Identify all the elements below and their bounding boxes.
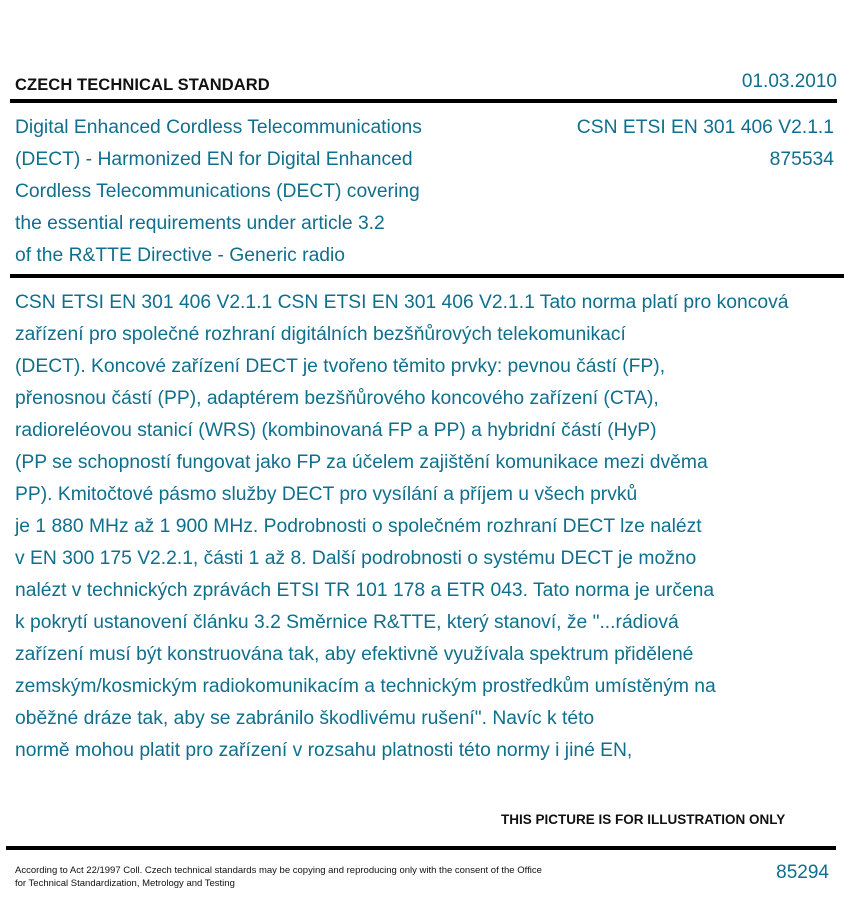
abstract-line: zemským/kosmickým radiokomunikacím a technickým prostředkům umístěným na [15,676,716,697]
abstract-line: přenosnou částí (PP), adaptérem bezšňůrového koncového zařízení (CTA), [15,388,659,409]
abstract-line: oběžné dráze tak, aby se zabránilo škodlivému rušení". Navíc k této [15,708,595,729]
standard-identifier [577,112,834,176]
abstract-line: zařízení musí být konstruována tak, aby efektivně využívala spektrum přidělené [15,644,694,665]
header-divider [10,99,837,103]
abstract-line: je 1 880 MHz až 1 900 MHz. Podrobnosti o společném rozhraní DECT lze nalézt [15,516,702,537]
title-divider [10,274,844,278]
abstract-container [0,287,865,787]
abstract-line: normě mohou platit pro zařízení v rozsahu platnosti této normy i jiné EN, [15,740,633,761]
abstract-line: (DECT). Koncové zařízení DECT je tvořeno těmito prvky: pevnou částí (FP), [15,356,666,377]
catalog-number: 85294 [776,862,829,883]
abstract-line: v EN 300 175 V2.2.1, části 1 až 8. Další podrobnosti o systému DECT je možno [15,548,697,569]
abstract-line: CSN ETSI EN 301 406 V2.1.1 CSN ETSI EN 301 406 V2.1.1 Tato norma platí pro koncová [15,292,789,313]
title-line: (DECT) - Harmonized EN for Digital Enhanced [15,149,413,170]
footer-divider [6,846,836,850]
title-line: of the R&TTE Directive - Generic radio [15,245,346,266]
abstract-line: nalézt v technických zprávách ETSI TR 101 178 a ETR 043. Tato norma je určena [15,580,715,601]
copyright-line: for Technical Standardization, Metrology and Testing [15,878,235,889]
publication-date: 01.03.2010 [741,71,837,92]
copyright-notice [15,864,595,890]
standard-title [15,112,495,272]
copyright-line: According to Act 22/1997 Coll. Czech technical standards may be copying and reproducing only with the consent of the Office [15,865,542,876]
abstract-line: k pokrytí ustanovení článku 3.2 Směrnice R&TTE, který stanoví, že "...rádiová [15,612,679,633]
abstract-text [15,287,788,767]
illustration-disclaimer: THIS PICTURE IS FOR ILLUSTRATION ONLY [501,812,786,827]
abstract-line: zařízení pro společné rozhraní digitálních bezšňůrových telekomunikací [15,324,626,345]
title-line: the essential requirements under article 3.2 [15,213,385,234]
document-type-label: CZECH TECHNICAL STANDARD [15,76,270,94]
abstract-line: PP). Kmitočtové pásmo služby DECT pro vysílání a příjem u všech prvků [15,484,638,505]
title-line: Cordless Telecommunications (DECT) covering [15,181,420,202]
abstract-line: (PP se schopností fungovat jako FP za účelem zajištění komunikace mezi dvěma [15,452,708,473]
title-line: Digital Enhanced Cordless Telecommunications [15,117,422,138]
abstract-line: radioreléovou stanicí (WRS) (kombinovaná FP a PP) a hybridní částí (HyP) [15,420,657,441]
standard-code: CSN ETSI EN 301 406 V2.1.1 [576,117,834,138]
standard-number: 875534 [769,149,834,170]
